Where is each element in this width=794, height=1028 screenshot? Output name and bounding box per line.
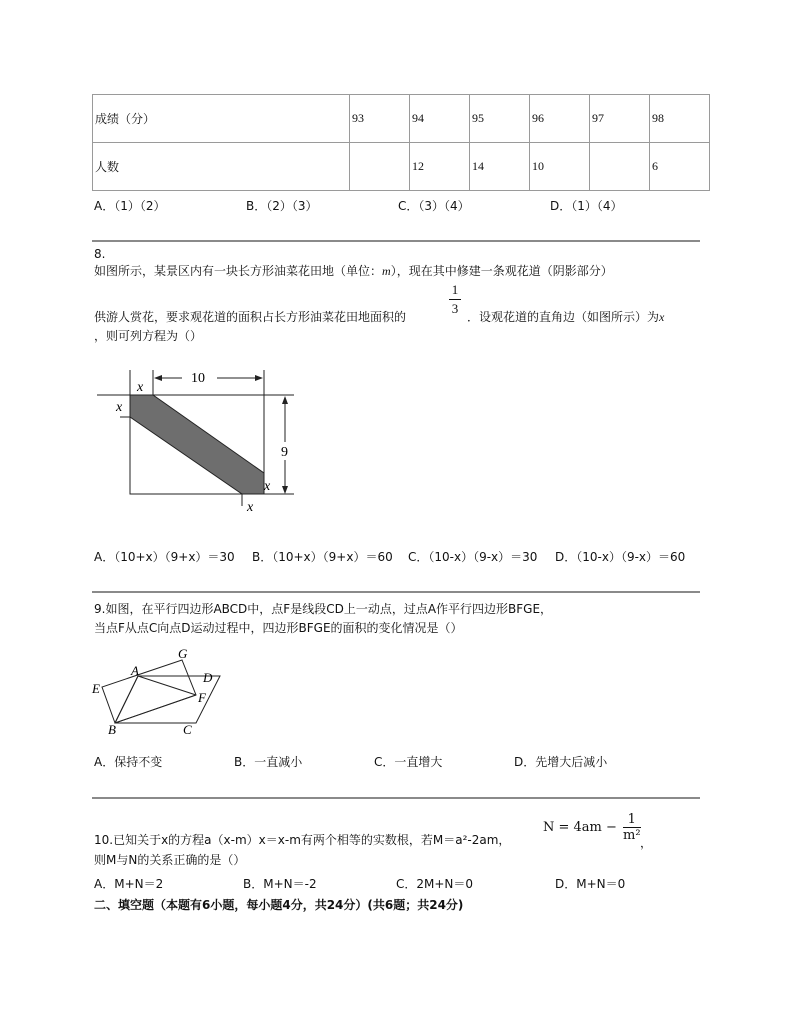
q10-line-2: 则M与N的关系正确的是（）	[94, 853, 246, 867]
q8-figure	[92, 362, 302, 517]
q10-option-b[interactable]: B．M+N＝-2	[243, 877, 317, 891]
height-label: 9	[281, 445, 288, 460]
point-label-e: E	[92, 681, 100, 696]
width-label: 10	[191, 371, 205, 386]
q8-line-3: ，则可列方程为（）	[94, 329, 203, 343]
table-cell: 10	[530, 143, 590, 191]
divider	[92, 240, 700, 242]
x-label: x	[116, 400, 123, 415]
q8-text: 如图所示，某景区内有一块长方形油菜花田地（单位：	[94, 264, 383, 278]
table-cell: 6	[650, 143, 710, 191]
q10-option-a[interactable]: A．M+N＝2	[94, 877, 164, 891]
q10-line-1: 10.已知关于x的方程a（x-m）x＝x-m有两个相等的实数根，若M＝a²-2am，	[94, 833, 511, 847]
table-row	[93, 143, 710, 191]
divider	[92, 591, 700, 593]
table-cell: 93	[350, 95, 410, 143]
q8-line-2: 供游人赏花，要求观花道的面积占长方形油菜花田地面积的	[94, 310, 407, 324]
q8-fraction	[449, 282, 461, 317]
point-label-b: B	[108, 722, 116, 737]
table-cell: 98	[650, 95, 710, 143]
q8-text: ），现在其中修建一条观花道（阴影部分）	[390, 264, 613, 278]
fraction-bar	[449, 299, 461, 300]
q8-option-c[interactable]: C．（10-x）（9-x）＝30	[408, 550, 538, 564]
arrow-head	[282, 486, 288, 494]
arrow-head	[282, 396, 288, 404]
table-cell: 97	[590, 95, 650, 143]
point-label-f: F	[198, 690, 206, 705]
segment-af	[138, 676, 196, 695]
table-cell: 96	[530, 95, 590, 143]
x-label: x	[264, 479, 271, 494]
q8-option-d[interactable]: D．（10-x）（9-x）＝60	[555, 550, 686, 564]
score-table	[92, 94, 710, 191]
q9-option-a[interactable]: A．保持不变	[94, 755, 163, 769]
q8-line-2b	[467, 308, 664, 325]
q8-option-a[interactable]: A．（10+x）（9+x）＝30	[94, 550, 235, 564]
table-cell: 人数	[93, 143, 350, 191]
q10-formula-comma: ，	[640, 836, 653, 850]
arrow-head	[255, 375, 263, 381]
divider	[92, 797, 700, 799]
q7-option-b[interactable]: B．（2）（3）	[246, 199, 318, 213]
q10-option-c[interactable]: C．2M+N＝0	[396, 877, 474, 891]
point-label-g: G	[178, 646, 188, 661]
q8-number: 8.	[94, 247, 106, 261]
x-label: x	[247, 500, 254, 515]
fraction-denominator: 3	[451, 301, 459, 316]
table-cell	[350, 143, 410, 191]
q10-formula	[543, 812, 641, 843]
q8-line-1	[94, 262, 613, 279]
q9-option-d[interactable]: D．先增大后减小	[514, 755, 608, 769]
q10-option-d[interactable]: D．M+N＝0	[555, 877, 626, 891]
q9-line-2: 当点F从点C向点D运动过程中，四边形BFGE的面积的变化情况是（）	[94, 621, 463, 635]
parallelogram-bfge	[102, 660, 196, 723]
table-cell: 成绩（分）	[93, 95, 350, 143]
table-cell: 12	[410, 143, 470, 191]
table-cell: 94	[410, 95, 470, 143]
fraction-numerator: 1	[627, 812, 636, 827]
point-label-a: A	[131, 663, 139, 678]
q9-line-1: 9.如图，在平行四边形ABCD中，点F是线段CD上一动点，过点A作平行四边形BFGE，	[94, 602, 553, 616]
table-cell: 95	[470, 95, 530, 143]
table-cell: 14	[470, 143, 530, 191]
x-label: x	[137, 380, 144, 395]
q8-option-b[interactable]: B．（10+x）（9+x）＝60	[252, 550, 393, 564]
q7-option-d[interactable]: D．（1）（4）	[550, 199, 623, 213]
table-row	[93, 95, 710, 143]
q8-var: x	[659, 310, 665, 324]
formula-fraction	[623, 812, 641, 843]
q8-unit: m	[382, 264, 391, 278]
q9-figure	[88, 645, 228, 737]
q7-option-c[interactable]: C．（3）（4）	[398, 199, 470, 213]
q9-option-b[interactable]: B．一直减小	[234, 755, 303, 769]
arrow-head	[154, 375, 162, 381]
point-label-c: C	[183, 722, 192, 737]
point-label-d: D	[203, 670, 213, 685]
q8-text: ．设观花道的直角边（如图所示）为	[467, 310, 660, 324]
shaded-path	[130, 395, 264, 494]
q9-option-c[interactable]: C．一直增大	[374, 755, 443, 769]
section-2-title: 二、填空题（本题有6小题，每小题4分，共24分）(共6题；共24分)	[94, 898, 464, 912]
fraction-denominator: m²	[623, 828, 641, 843]
q7-option-a[interactable]: A．（1）（2）	[94, 199, 166, 213]
table-cell	[590, 143, 650, 191]
fraction-numerator: 1	[451, 282, 459, 297]
formula-text: N = 4am −	[543, 820, 617, 835]
